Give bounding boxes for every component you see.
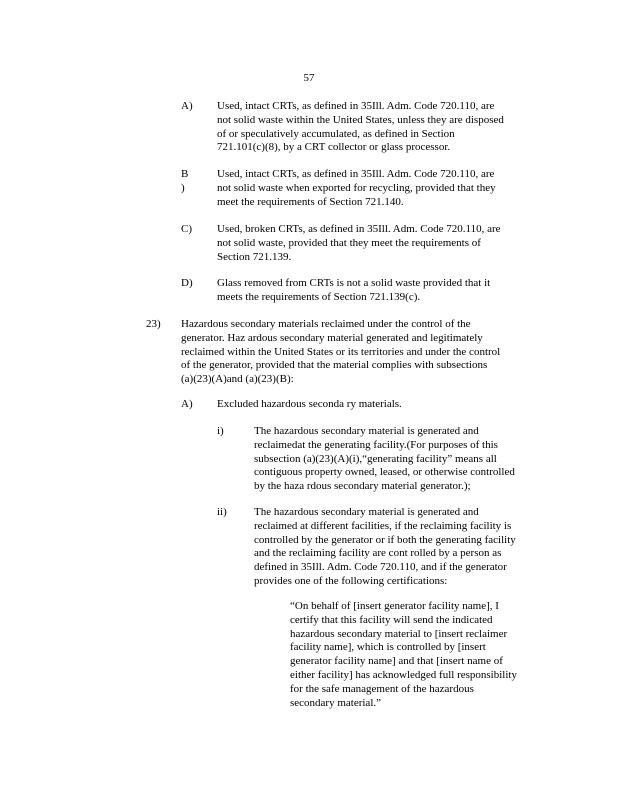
item-text	[217, 168, 537, 209]
item-text	[217, 100, 537, 155]
text-line: of the generator, provided that the material complies with subsections	[181, 359, 488, 372]
text-line: The hazardous secondary material is generated and	[254, 506, 479, 518]
text-line: meet the requirements of Section 721.140.	[217, 195, 404, 208]
quote-line: hazardous secondary material to [insert reclaimer	[290, 627, 508, 640]
text-line: generator. Haz ardous secondary material generated and legitimately	[181, 331, 483, 344]
text-line: reclaimed at different facilities, if the reclaiming facility is	[254, 519, 512, 532]
section-label: 23)	[146, 318, 161, 330]
quote-line: either facility] has acknowledged full responsibility	[290, 668, 517, 681]
quote-line: “On behalf of [insert generator facility name], I	[290, 600, 499, 612]
text-line: and the reclaiming facility are cont rolled by a person as	[254, 547, 502, 560]
text-line: controlled by the generator or if both the generating facility	[254, 533, 516, 546]
text-line: (a)(23)(A)and (a)(23)(B):	[181, 373, 294, 386]
text-line: reclaimed within the United States or its territories and under the control	[181, 345, 501, 358]
text-line: 721.101(c)(8), by a CRT collector or glass processor.	[217, 141, 451, 154]
quote-line: certify that this facility will send the indicated	[290, 613, 493, 626]
text-line: defined in 35Ill. Adm. Code 720.110, and if the generator	[254, 561, 507, 574]
item-text	[217, 223, 537, 264]
page-number: 57	[303, 72, 315, 84]
text-line: Glass removed from CRTs is not a solid waste provided that it	[217, 277, 491, 289]
roman-text	[254, 506, 544, 589]
text-line: The hazardous secondary material is generated and	[254, 425, 479, 437]
text-line: meets the requirements of Section 721.139(c).	[217, 290, 421, 303]
text-line: Used, intact CRTs, as defined in 35Ill. Adm. Code 720.110, are	[217, 100, 495, 112]
text-line: subsection (a)(23)(A)(i),“generating facility” means all	[254, 452, 497, 465]
quote-line: generator facility name] and that [insert name of	[290, 655, 503, 668]
item-label: A)	[181, 100, 193, 112]
text-line: Hazardous secondary materials reclaimed under the control of the	[181, 318, 471, 330]
roman-label: ii)	[217, 506, 227, 518]
text-line: contiguous property owned, leased, or otherwise controlled	[254, 466, 515, 479]
text-line: not solid waste, provided that they meet the requirements of	[217, 236, 481, 249]
quote-line: for the safe management of the hazardous	[290, 682, 474, 695]
subsection-heading: Excluded hazardous seconda ry materials.	[217, 398, 402, 410]
text-line: not solid waste when exported for recycling, provided that they	[217, 181, 496, 194]
subsection-label: A)	[181, 398, 193, 410]
roman-label: i)	[217, 425, 224, 437]
text-line: of or speculatively accumulated, as defined in Section	[217, 127, 455, 140]
item-label: D)	[181, 277, 193, 289]
text-line: not solid waste within the United States, unless they are disposed	[217, 113, 504, 126]
text-line: Used, broken CRTs, as defined in 35Ill. Adm. Code 720.110, are	[217, 223, 501, 235]
text-line: Used, intact CRTs, as defined in 35Ill. Adm. Code 720.110, are	[217, 168, 495, 180]
item-label: C)	[181, 223, 192, 235]
roman-text	[254, 425, 544, 494]
text-line: by the haza rdous secondary material generator.);	[254, 480, 471, 493]
item-text	[217, 277, 537, 305]
quote-line: secondary material.”	[290, 696, 382, 709]
item-label: B )	[181, 168, 189, 194]
quote-line: facility name], which is controlled by [insert	[290, 641, 486, 654]
text-line: Section 721.139.	[217, 250, 292, 263]
section-text	[181, 318, 541, 387]
text-line: reclaimedat the generating facility.(For purposes of this	[254, 438, 498, 451]
certification-quote	[290, 600, 550, 710]
text-line: provides one of the following certifications:	[254, 574, 448, 587]
